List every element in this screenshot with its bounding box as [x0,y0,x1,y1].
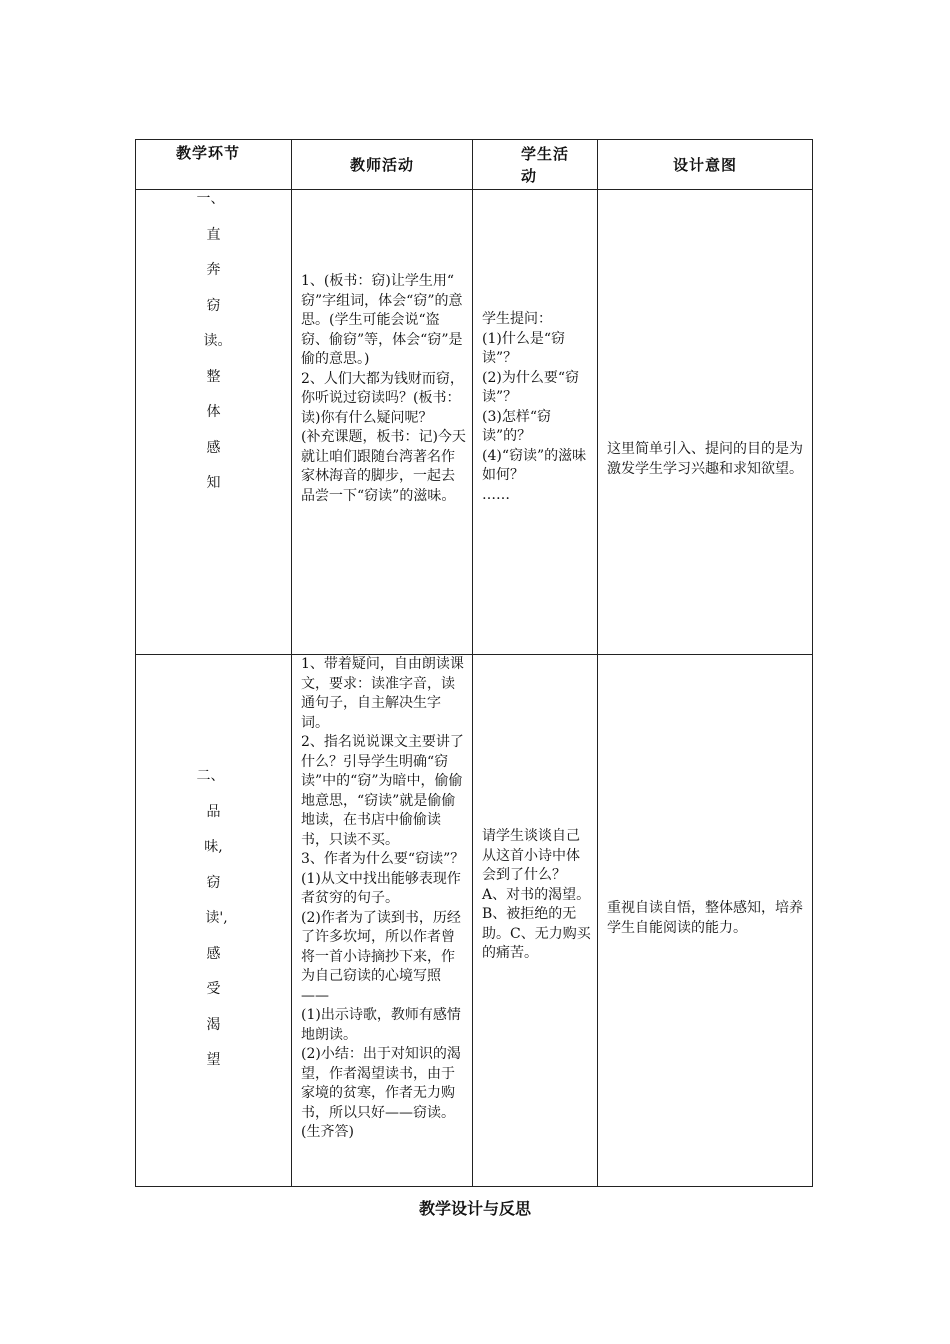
stage-char: 受 [206,981,221,997]
teacher-activity-cell [292,655,473,1187]
stage-char: 味, [204,839,223,855]
stage-char: 品 [206,803,221,820]
stage-char: 直 [206,226,221,243]
header-student-text: 学生活 动 [521,144,570,185]
stage-char: 读', [205,910,228,926]
table-row [136,190,813,655]
header-stage: 教学环节 [136,140,292,190]
stage-char: 一、 [196,191,225,207]
stage-char: 感 [206,945,221,962]
footer-title: 教学设计与反思 [418,1199,531,1218]
header-student [473,140,598,190]
stage-char: 读。 [203,333,232,349]
stage-char: 体 [206,404,221,420]
stage-char: 奔 [206,262,221,278]
header-intent: 设计意图 [598,140,813,190]
student-activity-text: 学生提问： (1)什么是“窃读”？ (2)为什么要“窃读”？ (3)怎样“窃读”的？ (4)“窃读”的滋味如何？ …… [482,311,587,503]
lesson-plan-table [135,139,813,1187]
design-intent-text: 这里简单引入、提问的目的是为激发学生学习兴趣和求知欲望。 [607,441,803,477]
header-teacher: 教师活动 [292,140,473,190]
stage-char: 感 [206,439,221,456]
stage-cell [136,190,292,655]
stage-char: 知 [206,475,221,491]
design-intent-text: 重视自读自悟，整体感知，培养学生自能阅读的能力。 [607,900,803,936]
student-activity-cell [473,655,598,1187]
design-intent-cell [598,655,813,1187]
teacher-activity-cell [292,190,473,655]
stage-char: 窃 [206,297,221,314]
stage-cell [136,655,292,1187]
table-row [136,655,813,1187]
teacher-activity-text: 1、(板书：窃)让学生用“ 窃”字组词，体会“窃”的意思。(学生可能会说“盗窃、偷窃”等，体会“窃”是偷的意思。) 2、人们大都为钱财而窃，你听说过窃读吗？(板书：读)你有什么疑问呢？ (补充课题，板书：记)今天就让咱们跟随台湾著名作家林海音的脚步，一起去品尝一下“窃读”的滋味。 [301,273,466,504]
stage-char: 整 [206,368,221,385]
design-intent-cell [598,190,813,655]
stage-char: 窃 [206,874,221,891]
stage-char: 望 [206,1052,221,1068]
stage-char: 渴 [206,1016,221,1033]
teacher-activity-text: 1、带着疑问，自由朗读课文，要求：读准字音，读通句子，自主解决生字词。 2、指名说说课文主要讲了什么？引导学生明确“窃读”中的“窃”为暗中，偷偷地意思，“窃读”就是偷偷地读，在书店中偷偷读书，只读不买。 3、作者为什么要“窃读”？ (1)从文中找出能够表现作者贫穷的句子。 (2)作者为了读到书，历经了许多坎坷，所以作者曾将一首小诗摘抄下来，作为自己窃读的心境写照—— (1)出示诗歌，教师有感情地朗读。 (2)小结：出于对知识的渴望，作者渴望读书，由于家境的贫寒，作者无力购书，所以只好——窃读。(生齐答) [301,656,465,1140]
stage-char: 二、 [196,768,225,784]
student-activity-cell [473,190,598,655]
student-activity-text: 请学生谈谈自己从这首小诗中体会到了什么？ A、对书的渴望。B、被拒绝的无助。C、无力购买的痛苦。 [482,828,591,961]
